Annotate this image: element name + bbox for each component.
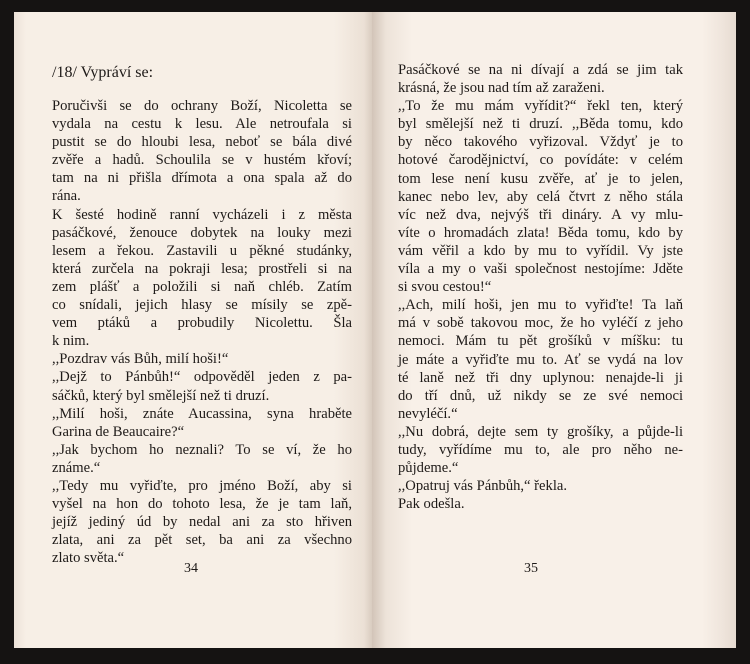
text-line: Garina de Beaucaire?“ [52, 423, 185, 440]
text-line: jejíž jediný úd by nedal ani za sto hřiven [52, 514, 352, 531]
text-line: ,,To že mu mám vyřídit?“ řekl ten, který [398, 98, 683, 115]
text-line: do tří dnů, už nikdy se ze své nemoci [398, 387, 683, 404]
text-line: která zurčela na pokraji lesa; prostřeli si na [52, 260, 352, 277]
text-line: K šesté hodině ranní vycházeli i z města [52, 206, 352, 223]
text-line: rána. [52, 188, 81, 205]
text-line: Pasáčkové se na ni dívají a zdá se jim tak [398, 62, 683, 78]
text-line: k nim. [52, 333, 90, 350]
text-line: Pak odešla. [398, 496, 465, 513]
text-line: ,,Opatruj vás Pánbůh,“ řekla. [398, 478, 567, 495]
text-line: vyšel na hon do tohoto lesa, že je tam laň, [52, 496, 352, 513]
text-line: zlata, ani za pět set, ba ani za všechno [52, 532, 352, 549]
text-line: tam na ni přišla dřímota a ona spala až do [52, 170, 352, 187]
text-line: půjdeme.“ [398, 460, 459, 477]
text-line: zem plášť a položili si naň chléb. Zatím [52, 278, 352, 295]
text-line: vám věřil a kdo by mu to vyřídil. Vy jste [398, 242, 683, 259]
text-line: známe.“ [52, 459, 101, 476]
page-number-left: 34 [184, 561, 198, 576]
text-line: ,,Pozdrav vás Bůh, milí hoši!“ [52, 351, 229, 368]
text-line: vydala na cestu k lesu. Ale netroufala si [52, 116, 352, 133]
text-line: sáčků, který byl smělejší než ti druzí. [52, 387, 270, 404]
text-line: zvěře a hadů. Schoulila se v hustém křoví; [52, 152, 352, 169]
right-page [372, 12, 736, 648]
text-line: by něco takového vyřizoval. Vždyť je to [398, 134, 683, 151]
left-page-body [52, 97, 352, 567]
text-line: Poručivši se do ochrany Boží, Nicoletta se [52, 98, 352, 114]
text-line: byl smělejší než ti druzí. ,,Běda tomu, kdo [398, 116, 683, 133]
right-page-body [398, 61, 683, 513]
text-line: ,,Nu dobrá, dejte sem ty grošíky, a půjde-li [398, 423, 683, 440]
text-line: hotové čarodějnictví, co povídáte: v celém [398, 152, 683, 169]
text-line: krásná, že jsou nad tím až zaraženi. [398, 80, 605, 97]
text-line: je máte a vyřiďte mu to. Ať se vydá na lov [398, 351, 683, 368]
text-line: víla a my o vaši společnost nestojíme: Jděte [398, 261, 683, 278]
text-line: ,,Ach, milí hoši, jen mu to vyřiďte! Ta laň [398, 297, 683, 314]
text-line: ,,Jak bychom ho neznali? To se ví, že ho [52, 441, 352, 458]
text-line: nevyléčí.“ [398, 405, 458, 422]
text-line: tom lese není kusu zvěře, ať je to jelen, [398, 170, 683, 187]
text-line: té laně než tři dny uplynou: nenajde-li ji [398, 369, 683, 386]
text-line: ,,Tedy mu vyřiďte, pro jméno Boží, aby si [52, 477, 352, 494]
left-page [14, 12, 372, 648]
page-number-right: 35 [524, 561, 538, 576]
text-line: ,,Dejž to Pánbůh!“ odpověděl jeden z pa- [52, 369, 352, 386]
text-line: nemoci. Mám tu pět grošíků v míšku: tu [398, 333, 683, 350]
text-line: tudy, vyřídíme mu to, ale pro něho ne- [398, 441, 683, 458]
text-line: co snídali, jejich hlasy se mísily se zpě- [52, 297, 352, 314]
text-line: si svou cestou!“ [398, 279, 492, 296]
text-line: pustit se do hloubi lesa, neboť se bála divé [52, 134, 352, 151]
text-line: víte o hromadách zlata! Běda tomu, kdo by [398, 224, 683, 241]
text-line: má v sobě takovou moc, že ho vyléčí z jeho [398, 315, 683, 332]
text-line: pasáčkové, ženouce dobytek na louky mezi [52, 224, 352, 241]
text-line: vem ptáků a probudily Nicolettu. Šla [52, 315, 352, 332]
chapter-heading: /18/ Vypráví se: [52, 64, 154, 81]
text-line: ,,Milí hoši, znáte Aucassina, syna hraběte [52, 405, 352, 422]
text-line: zlato světa.“ [52, 550, 125, 567]
text-line: víc než dva, nejvýš tři dináry. A vy mlu- [398, 206, 683, 223]
text-line: kanec nebo lev, aby celá čtvrt z něho stála [398, 188, 683, 205]
text-line: lesem a řekou. Zastavili u pěkné studánky, [52, 242, 352, 259]
